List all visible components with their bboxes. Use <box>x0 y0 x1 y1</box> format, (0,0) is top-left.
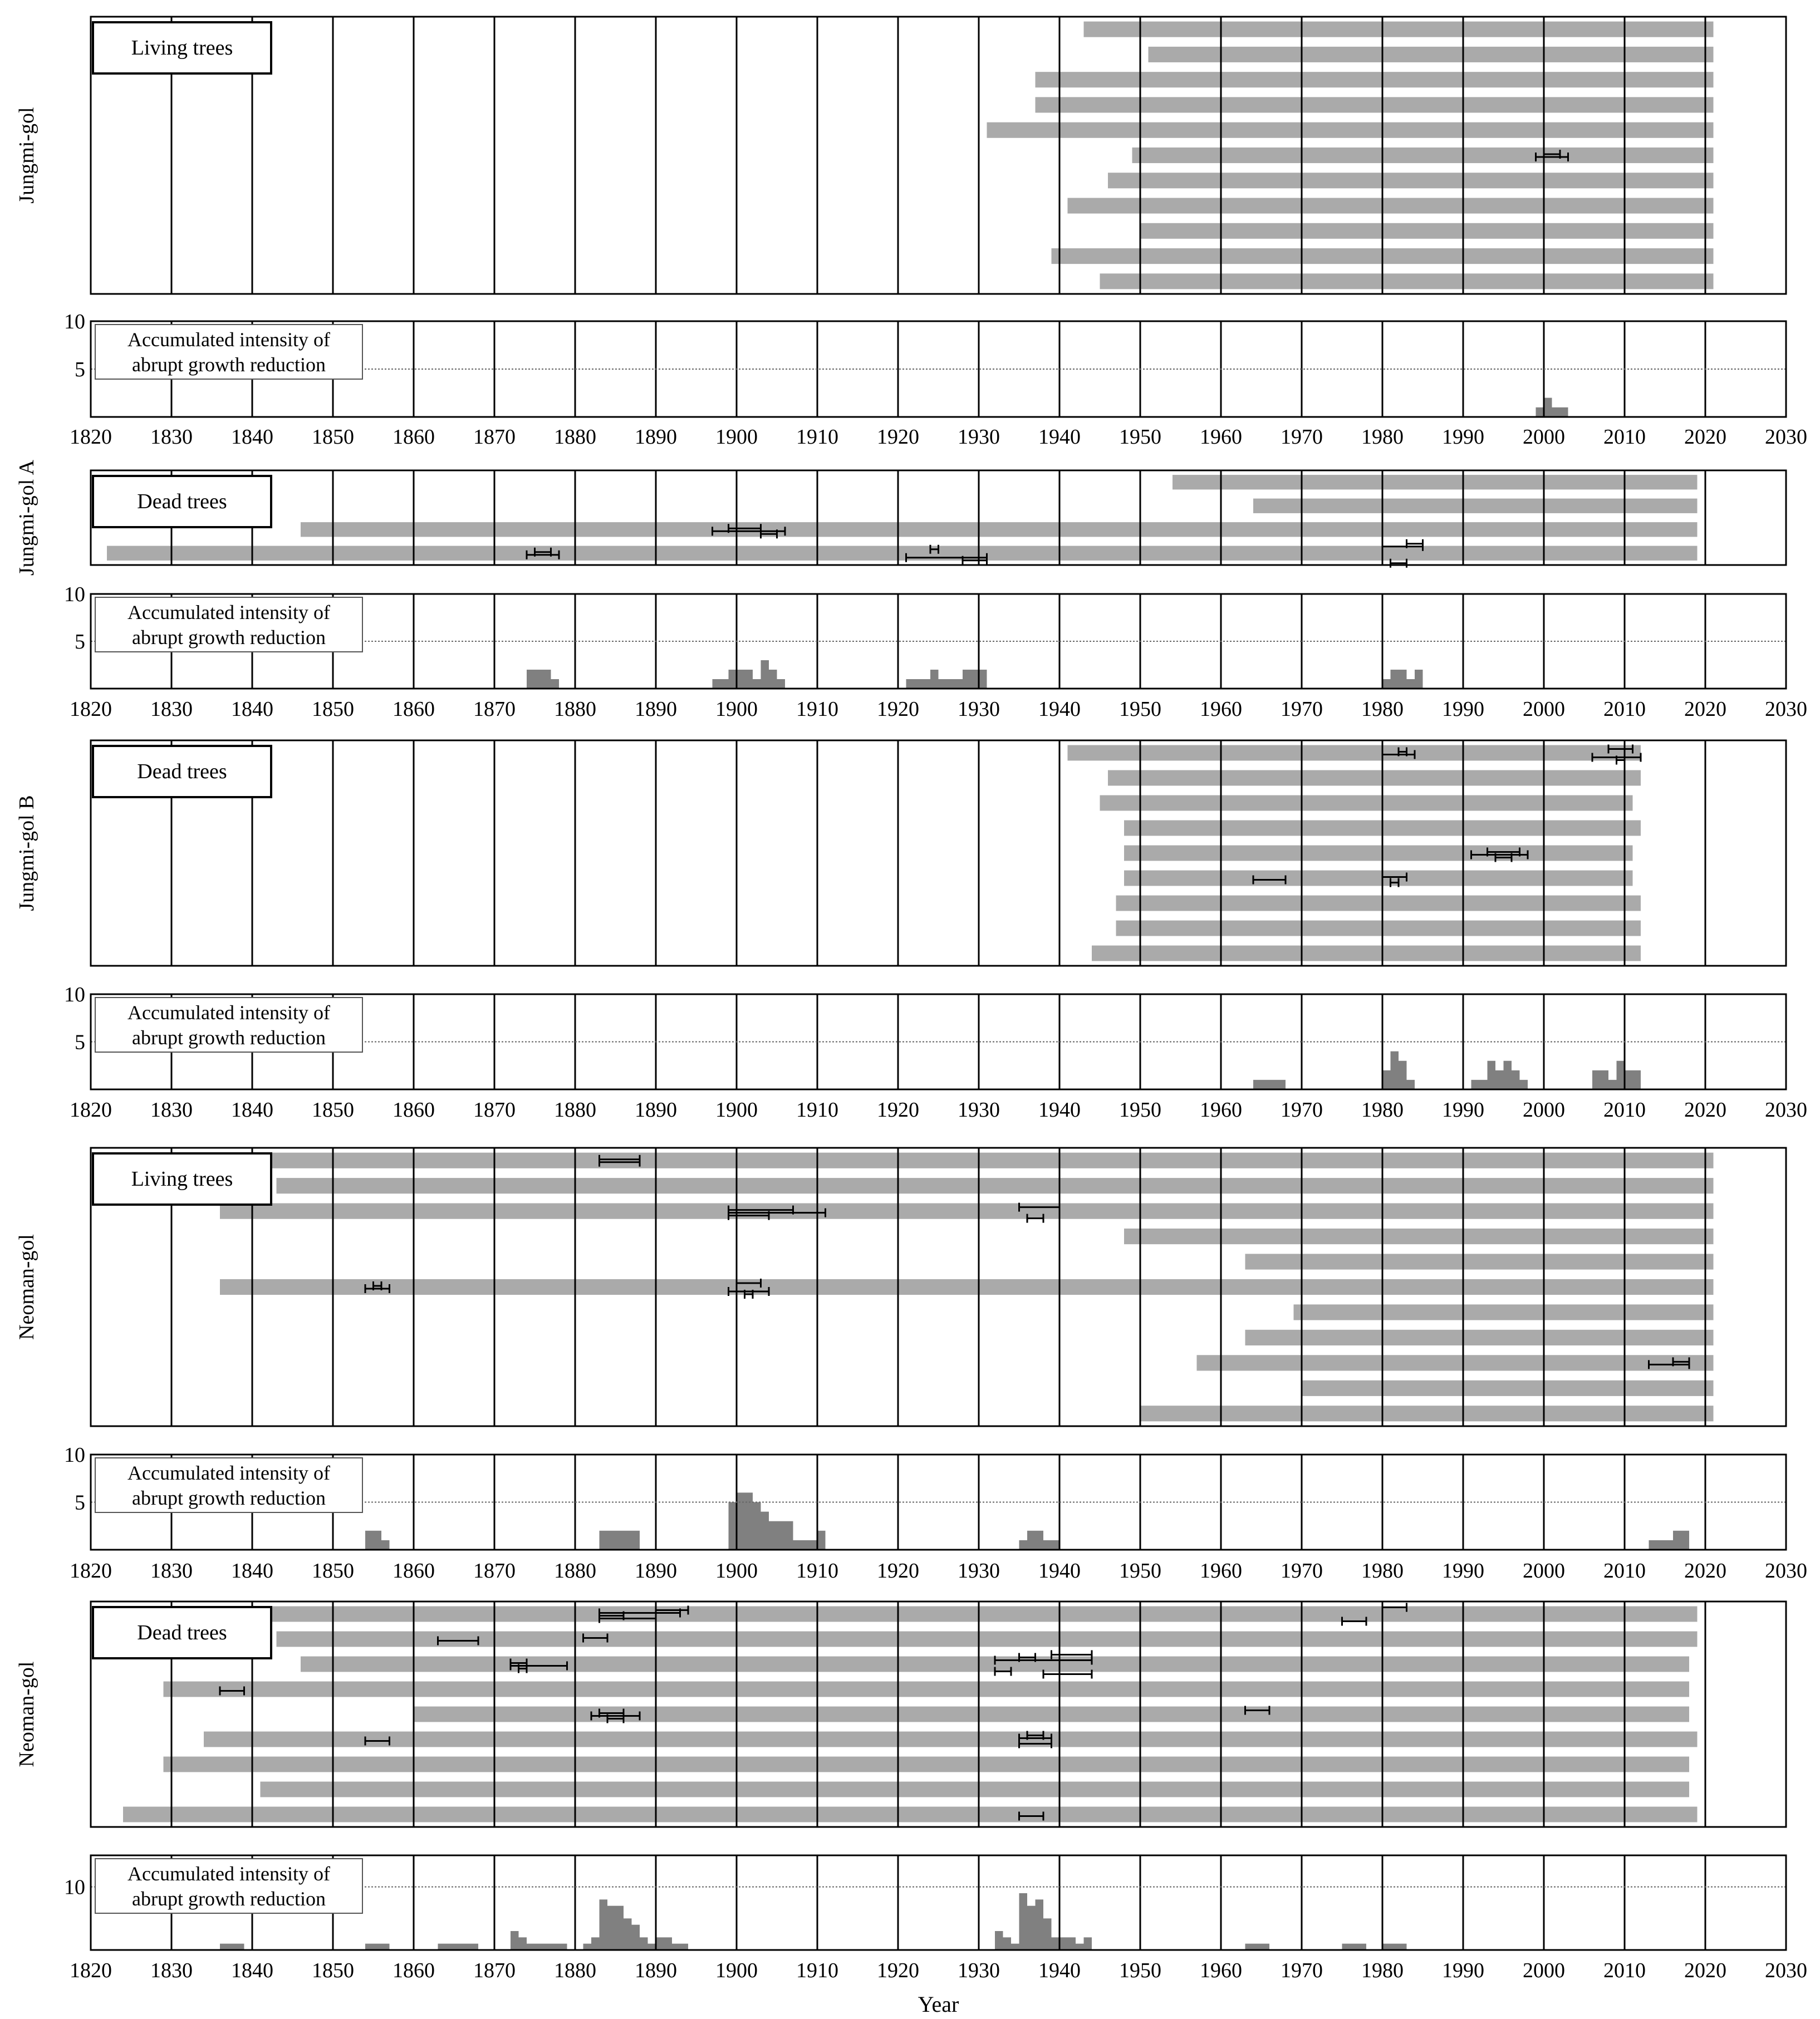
x-tick-label: 1820 <box>70 425 112 449</box>
y-tick-label: 5 <box>75 630 85 654</box>
x-tick-label: 1890 <box>635 425 677 449</box>
x-tick-label: 1920 <box>877 1559 919 1583</box>
panel-group-1 <box>15 459 1807 721</box>
x-tick-label: 1960 <box>1200 1959 1242 1982</box>
panel-label: Living trees <box>131 36 233 60</box>
intensity-title-line1: Accumulated intensity of <box>127 328 330 351</box>
tree-life-bar <box>1036 97 1714 112</box>
x-tick-label: 1950 <box>1119 1559 1161 1583</box>
tree-life-bar <box>1108 173 1714 188</box>
x-tick-label: 1850 <box>312 1098 354 1122</box>
x-tick-label: 1870 <box>473 1959 516 1982</box>
x-tick-label: 1880 <box>554 1098 596 1122</box>
intensity-bar <box>648 1944 656 1950</box>
x-tick-label: 1900 <box>715 1959 758 1982</box>
x-tick-label: 1960 <box>1200 425 1242 449</box>
x-tick-label: 1940 <box>1038 1098 1081 1122</box>
tree-life-bar <box>1302 1381 1714 1396</box>
tree-life-bar <box>164 1757 1690 1772</box>
intensity-bar <box>381 1540 390 1550</box>
intensity-title-line2: abrupt growth reduction <box>132 1487 326 1509</box>
x-axis-title: Year <box>918 1992 959 2017</box>
intensity-bar <box>519 1937 527 1950</box>
x-tick-label: 1930 <box>958 1559 1000 1583</box>
intensity-bar <box>1520 1080 1528 1089</box>
x-tick-label: 1880 <box>554 425 596 449</box>
intensity-bar <box>1011 1944 1019 1950</box>
intensity-bar <box>1076 1944 1084 1950</box>
intensity-bar <box>761 1512 769 1550</box>
intensity-title-box <box>95 325 362 379</box>
x-tick-label: 1890 <box>635 697 677 721</box>
x-tick-label: 1990 <box>1442 1959 1484 1982</box>
intensity-title-box <box>95 998 362 1052</box>
intensity-bar <box>1673 1531 1689 1550</box>
x-tick-label: 1830 <box>150 1098 193 1122</box>
x-tick-label: 1950 <box>1119 1959 1161 1982</box>
intensity-bar <box>527 670 551 689</box>
intensity-bar <box>551 679 560 689</box>
panel-group-4 <box>15 1602 1807 1982</box>
tree-life-bar <box>1140 223 1714 239</box>
x-tick-label: 1910 <box>796 1559 838 1583</box>
tree-life-bar <box>1100 273 1714 289</box>
intensity-bar <box>1036 1899 1044 1950</box>
intensity-bar <box>753 679 761 689</box>
intensity-bar <box>793 1540 818 1550</box>
intensity-bar <box>769 1521 777 1550</box>
intensity-bar <box>640 1937 648 1950</box>
y-tick-label: 5 <box>75 1491 85 1515</box>
intensity-bar <box>1407 1080 1415 1089</box>
x-tick-label: 2000 <box>1523 425 1565 449</box>
x-tick-label: 1900 <box>715 697 758 721</box>
x-tick-label: 1980 <box>1361 1559 1404 1583</box>
tree-life-bar <box>1294 1304 1714 1320</box>
x-tick-label: 2010 <box>1603 1959 1646 1982</box>
tree-life-bar <box>1197 1355 1714 1370</box>
intensity-bar <box>777 679 786 689</box>
intensity-bar <box>1504 1061 1512 1089</box>
x-tick-label: 1950 <box>1119 697 1161 721</box>
intensity-bar <box>656 1937 672 1950</box>
tree-life-bar <box>277 1178 1714 1193</box>
y-tick-label: 10 <box>64 1443 85 1467</box>
x-tick-label: 1860 <box>393 1098 435 1122</box>
intensity-bar <box>963 670 987 689</box>
y-tick-label: 10 <box>64 310 85 333</box>
x-tick-label: 1850 <box>312 425 354 449</box>
x-tick-label: 1880 <box>554 1559 596 1583</box>
x-tick-label: 2020 <box>1684 425 1726 449</box>
x-tick-label: 2020 <box>1684 1559 1726 1583</box>
x-tick-label: 2030 <box>1765 697 1807 721</box>
x-tick-label: 1970 <box>1281 1559 1323 1583</box>
intensity-bar <box>713 679 729 689</box>
site-label: Jungmi-gol A <box>15 460 38 576</box>
x-tick-label: 2030 <box>1765 1959 1807 1982</box>
x-tick-label: 1950 <box>1119 1098 1161 1122</box>
x-tick-label: 1850 <box>312 697 354 721</box>
x-tick-label: 1930 <box>958 425 1000 449</box>
x-tick-label: 1920 <box>877 697 919 721</box>
intensity-bar <box>1488 1061 1496 1089</box>
x-tick-label: 1970 <box>1281 697 1323 721</box>
tree-life-bar <box>1245 1254 1714 1269</box>
intensity-bar <box>511 1931 519 1950</box>
x-tick-label: 2010 <box>1603 697 1646 721</box>
intensity-title-line1: Accumulated intensity of <box>127 1863 330 1885</box>
tree-life-bar <box>164 1682 1690 1697</box>
intensity-bar <box>583 1944 592 1950</box>
x-tick-label: 1860 <box>393 1959 435 1982</box>
tree-life-bar <box>196 1153 1714 1168</box>
x-tick-label: 2020 <box>1684 697 1726 721</box>
x-tick-label: 1830 <box>150 697 193 721</box>
x-tick-label: 1890 <box>635 1098 677 1122</box>
x-tick-label: 1980 <box>1361 1959 1404 1982</box>
intensity-bar <box>1027 1531 1043 1550</box>
intensity-bar <box>1052 1937 1076 1950</box>
x-tick-label: 1890 <box>635 1559 677 1583</box>
x-tick-label: 1860 <box>393 425 435 449</box>
intensity-bar <box>1399 1061 1407 1089</box>
panel-label-box <box>93 476 271 527</box>
intensity-bar <box>1342 1944 1367 1950</box>
x-tick-label: 1910 <box>796 1959 838 1982</box>
x-tick-label: 1940 <box>1038 697 1081 721</box>
intensity-title-line2: abrupt growth reduction <box>132 626 326 649</box>
x-tick-label: 1910 <box>796 425 838 449</box>
panel-label-box <box>93 746 271 797</box>
intensity-bar <box>1382 1944 1407 1950</box>
panel-label-box <box>93 1607 271 1658</box>
x-tick-label: 1940 <box>1038 425 1081 449</box>
tree-life-bar <box>1245 1330 1714 1345</box>
intensity-title-line1: Accumulated intensity of <box>127 1001 330 1024</box>
x-tick-label: 1850 <box>312 1559 354 1583</box>
x-tick-label: 1960 <box>1200 697 1242 721</box>
intensity-bar <box>1043 1540 1059 1550</box>
x-tick-label: 1940 <box>1038 1959 1081 1982</box>
intensity-bar <box>729 670 753 689</box>
x-tick-label: 1860 <box>393 1559 435 1583</box>
x-tick-label: 1820 <box>70 1559 112 1583</box>
intensity-title-box <box>95 597 362 652</box>
panel-group-3 <box>15 1148 1807 1583</box>
x-tick-label: 1970 <box>1281 1098 1323 1122</box>
intensity-bar <box>1003 1937 1012 1950</box>
intensity-bar <box>729 1502 737 1550</box>
x-tick-label: 2030 <box>1765 1098 1807 1122</box>
panel-group-0 <box>15 17 1807 449</box>
x-tick-label: 2030 <box>1765 1559 1807 1583</box>
x-tick-label: 1910 <box>796 1098 838 1122</box>
x-tick-label: 2000 <box>1523 697 1565 721</box>
intensity-title-line1: Accumulated intensity of <box>127 601 330 623</box>
x-tick-label: 1900 <box>715 1098 758 1122</box>
x-tick-label: 2010 <box>1603 1559 1646 1583</box>
x-tick-label: 1960 <box>1200 1559 1242 1583</box>
intensity-bar <box>672 1944 688 1950</box>
intensity-bar <box>1382 679 1391 689</box>
intensity-bar <box>1084 1937 1092 1950</box>
intensity-bar <box>607 1906 624 1950</box>
intensity-bar <box>600 1531 640 1550</box>
intensity-bar <box>761 660 769 689</box>
intensity-title-box <box>95 1458 362 1512</box>
intensity-bar <box>1544 398 1552 417</box>
intensity-bar <box>1415 670 1423 689</box>
intensity-bar <box>1649 1540 1674 1550</box>
intensity-bar <box>769 670 777 689</box>
y-tick-label: 10 <box>64 583 85 606</box>
intensity-bar <box>438 1944 479 1950</box>
y-tick-label: 10 <box>64 1875 85 1899</box>
intensity-bar <box>1253 1080 1286 1089</box>
site-label: Jungmi-gol <box>15 107 38 204</box>
y-tick-label: 10 <box>64 983 85 1006</box>
x-tick-label: 1870 <box>473 425 516 449</box>
tree-life-bar <box>1084 22 1714 37</box>
site-label: Jungmi-gol B <box>15 795 38 911</box>
intensity-bar <box>1245 1944 1270 1950</box>
x-tick-label: 1830 <box>150 1559 193 1583</box>
x-tick-label: 2030 <box>1765 425 1807 449</box>
tree-life-bar <box>1092 946 1641 961</box>
x-tick-label: 1840 <box>231 1959 273 1982</box>
x-tick-label: 1990 <box>1442 697 1484 721</box>
tree-life-bar <box>220 1279 1714 1295</box>
tree-life-bar <box>204 1732 1698 1747</box>
x-tick-label: 1860 <box>393 697 435 721</box>
site-label: Neoman-gol <box>15 1661 38 1767</box>
intensity-bar <box>1512 1070 1520 1089</box>
x-tick-label: 2010 <box>1603 1098 1646 1122</box>
x-tick-label: 1910 <box>796 697 838 721</box>
intensity-bar <box>365 1944 390 1950</box>
x-tick-label: 1840 <box>231 697 273 721</box>
tree-life-bar <box>1253 499 1698 513</box>
intensity-title-box <box>95 1859 362 1913</box>
tree-life-bar <box>1068 198 1714 214</box>
intensity-bar <box>365 1531 381 1550</box>
intensity-bar <box>624 1918 632 1950</box>
tree-life-bar <box>1124 871 1633 886</box>
tree-life-bar <box>1173 475 1698 489</box>
intensity-bar <box>1382 1070 1391 1089</box>
y-tick-label: 5 <box>75 1030 85 1054</box>
x-tick-label: 1970 <box>1281 1959 1323 1982</box>
x-tick-label: 1840 <box>231 1559 273 1583</box>
tree-life-bar <box>107 546 1698 561</box>
tree-life-bar <box>414 1707 1689 1722</box>
x-tick-label: 1830 <box>150 1959 193 1982</box>
intensity-bar <box>995 1931 1003 1950</box>
intensity-bar <box>753 1502 761 1550</box>
x-tick-label: 1890 <box>635 1959 677 1982</box>
x-tick-label: 1990 <box>1442 1559 1484 1583</box>
tree-life-bar <box>1124 846 1633 861</box>
intensity-bar <box>220 1944 244 1950</box>
intensity-bar <box>1043 1918 1052 1950</box>
x-tick-label: 2000 <box>1523 1559 1565 1583</box>
intensity-bar <box>1391 1052 1399 1089</box>
intensity-bar <box>1391 670 1407 689</box>
tree-life-bar <box>987 122 1714 138</box>
intensity-bar <box>632 1925 640 1950</box>
x-tick-label: 1920 <box>877 1098 919 1122</box>
tree-life-bar <box>1116 896 1641 911</box>
x-tick-label: 1840 <box>231 425 273 449</box>
x-tick-label: 1950 <box>1119 425 1161 449</box>
intensity-bar <box>1536 407 1544 417</box>
intensity-bar <box>1552 407 1568 417</box>
panel-group-2 <box>15 740 1807 1122</box>
tree-life-bar <box>261 1782 1690 1797</box>
intensity-title-line2: abrupt growth reduction <box>132 1888 326 1910</box>
x-tick-label: 1870 <box>473 697 516 721</box>
intensity-bar <box>1471 1080 1488 1089</box>
intensity-bar <box>1592 1070 1608 1089</box>
x-tick-label: 2020 <box>1684 1959 1726 1982</box>
x-tick-label: 1920 <box>877 1959 919 1982</box>
x-tick-label: 1850 <box>312 1959 354 1982</box>
x-tick-label: 1980 <box>1361 425 1404 449</box>
x-tick-label: 2010 <box>1603 425 1646 449</box>
intensity-bar <box>939 679 963 689</box>
intensity-bar <box>1625 1070 1641 1089</box>
panel-label: Dead trees <box>137 1621 227 1644</box>
panel-label: Dead trees <box>137 490 227 513</box>
x-tick-label: 1940 <box>1038 1559 1081 1583</box>
tree-life-bar <box>1036 72 1714 87</box>
tree-life-bar <box>1149 47 1714 62</box>
tree-life-bar <box>1108 770 1641 786</box>
intensity-bar <box>817 1531 826 1550</box>
intensity-bar <box>737 1492 753 1550</box>
x-tick-label: 1880 <box>554 697 596 721</box>
intensity-bar <box>527 1944 567 1950</box>
x-tick-label: 1990 <box>1442 1098 1484 1122</box>
intensity-bar <box>1608 1080 1617 1089</box>
tree-life-bar <box>123 1807 1698 1822</box>
intensity-title-line1: Accumulated intensity of <box>127 1462 330 1484</box>
intensity-bar <box>906 679 931 689</box>
x-tick-label: 1970 <box>1281 425 1323 449</box>
tree-life-bar <box>204 1607 1698 1622</box>
x-tick-label: 2000 <box>1523 1098 1565 1122</box>
tree-life-bar <box>220 1203 1714 1219</box>
x-tick-label: 1900 <box>715 1559 758 1583</box>
panel-label-box <box>93 1153 271 1205</box>
x-tick-label: 1820 <box>70 697 112 721</box>
intensity-bar <box>1027 1906 1036 1950</box>
x-tick-label: 1840 <box>231 1098 273 1122</box>
intensity-title-line2: abrupt growth reduction <box>132 353 326 376</box>
y-tick-label: 5 <box>75 358 85 381</box>
panel-label-box <box>93 22 271 73</box>
x-tick-label: 1830 <box>150 425 193 449</box>
x-tick-label: 1870 <box>473 1098 516 1122</box>
panel-label: Living trees <box>131 1167 233 1191</box>
x-tick-label: 1960 <box>1200 1098 1242 1122</box>
intensity-bar <box>600 1899 608 1950</box>
x-tick-label: 1930 <box>958 1959 1000 1982</box>
x-tick-label: 1820 <box>70 1098 112 1122</box>
x-tick-label: 1880 <box>554 1959 596 1982</box>
x-tick-label: 2000 <box>1523 1959 1565 1982</box>
tree-life-bar <box>1100 795 1633 811</box>
x-tick-label: 1920 <box>877 425 919 449</box>
site-label: Neoman-gol <box>15 1234 38 1340</box>
x-tick-label: 1820 <box>70 1959 112 1982</box>
panel-label: Dead trees <box>137 760 227 783</box>
x-tick-label: 1930 <box>958 697 1000 721</box>
x-tick-label: 1990 <box>1442 425 1484 449</box>
x-tick-label: 2020 <box>1684 1098 1726 1122</box>
intensity-bar <box>1617 1061 1625 1089</box>
tree-life-bar <box>1068 745 1641 761</box>
intensity-bar <box>1407 679 1415 689</box>
intensity-bar <box>1019 1540 1028 1550</box>
tree-life-bar <box>1116 921 1641 936</box>
intensity-bar <box>591 1937 600 1950</box>
x-tick-label: 1930 <box>958 1098 1000 1122</box>
x-tick-label: 1980 <box>1361 1098 1404 1122</box>
intensity-title-line2: abrupt growth reduction <box>132 1026 326 1049</box>
tree-life-bar <box>1140 1406 1714 1421</box>
tree-life-bar <box>277 1632 1698 1647</box>
tree-life-bar <box>1132 148 1714 163</box>
tree-life-bar <box>301 522 1698 537</box>
x-tick-label: 1870 <box>473 1559 516 1583</box>
intensity-bar <box>1019 1893 1028 1950</box>
intensity-bar <box>777 1521 793 1550</box>
intensity-bar <box>1495 1070 1504 1089</box>
intensity-bar <box>930 670 939 689</box>
x-tick-label: 1980 <box>1361 697 1404 721</box>
x-tick-label: 1900 <box>715 425 758 449</box>
